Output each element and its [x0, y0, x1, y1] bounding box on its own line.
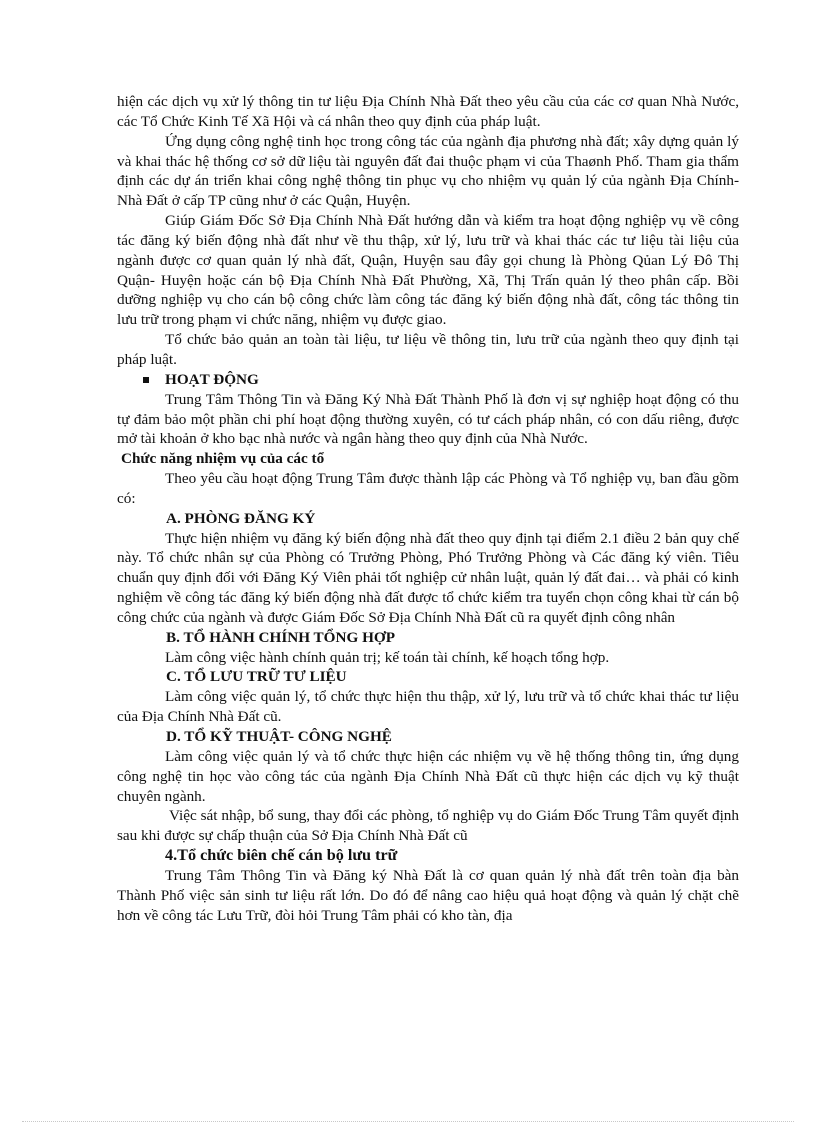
heading-hoat-dong: [117, 370, 739, 390]
paragraph: Tổ chức bảo quản an toàn tài liệu, tư liệu về thông tin, lưu trữ của ngành theo quy định tại pháp luật.: [117, 331, 739, 368]
heading-to-luu-tru: C. TỔ LƯU TRỮ TƯ LIỆU: [166, 668, 347, 686]
paragraph: Ứng dụng công nghệ tinh học trong công tác của ngành địa phương nhà đất; xây dựng quản lý và khai thác hệ thống cơ sở dữ liệu tài nguyên đất đai thuộc phạm vi của Thaønh Phố. Tham gia thẩm định các dự án triển khai công nghệ thông tin phục vụ cho nhiệm vụ quản lý của ngành Địa Chính- Nhà Đất ở cấp TP cũng như ở các Quận, Huyện.: [117, 132, 739, 210]
heading-phong-dang-ky: A. PHÒNG ĐĂNG KÝ: [166, 509, 316, 527]
paragraph: Theo yêu cầu hoạt động Trung Tâm được thành lập các Phòng và Tổ nghiệp vụ, ban đầu gồm có:: [117, 470, 739, 507]
heading-to-hanh-chinh: B. TỔ HÀNH CHÍNH TỔNG HỢP: [166, 628, 395, 646]
document-page: [117, 92, 739, 925]
heading-text: HOẠT ĐỘNG: [165, 370, 259, 388]
heading-to-chuc-bien-che: 4.Tổ chức biên chế cán bộ lưu trữ: [165, 846, 398, 865]
bullet-square-icon: [143, 377, 149, 383]
heading-chuc-nang: Chức năng nhiệm vụ của các tổ: [121, 450, 325, 468]
paragraph: Làm công việc hành chính quản trị; kế toán tài chính, kế hoạch tổng hợp.: [165, 648, 610, 666]
paragraph: hiện các dịch vụ xử lý thông tin tư liệu Địa Chính Nhà Đất theo yêu cầu của các cơ quan Nhà Nước, các Tổ Chức Kinh Tế Xã Hội và cá nhân theo quy định của pháp luật.: [117, 93, 739, 130]
paragraph: Làm công việc quản lý và tổ chức thực hiện các nhiệm vụ về hệ thống thông tin, ứng dụng công nghệ tin học vào công tác của ngành Địa Chính Nhà Đất cũ thực hiện các dịch vụ kỹ thuật chuyên ngành.: [117, 747, 739, 805]
paragraph: Giúp Giám Đốc Sở Địa Chính Nhà Đất hướng dẫn và kiểm tra hoạt động nghiệp vụ về công tác đăng ký biến động nhà đất như về thu thập, xử lý, lưu trữ và khai thác các tư liệu tài liệu của ngành được cơ quan quản lý nhà đất, Quận, Huyện sau đây gọi chung là Phòng Qủan Lý Đô Thị Quận- Huyện hoặc cán bộ Địa Chính Nhà Đất Phường, Xã, Thị Trấn quản lý theo phân cấp. Bồi dưỡng nghiệp vụ cho cán bộ công chức làm công tác đăng ký biến động nhà đất, công tác thông tin lưu trữ trong phạm vi chức năng, nhiệm vụ được giao.: [117, 212, 739, 329]
paragraph: Trung Tâm Thông Tin và Đăng Ký Nhà Đất Thành Phố là đơn vị sự nghiệp hoạt động có thu tự đảm bảo một phần chi phí hoạt động thường xuyên, có tư cách pháp nhân, có con dấu riêng, được mở tài khoản ở kho bạc nhà nước và ngân hàng theo quy định của Nhà Nước.: [117, 390, 739, 448]
page-bottom-divider: [22, 1121, 794, 1122]
heading-to-ky-thuat: D. TỔ KỸ THUẬT- CÔNG NGHỆ: [166, 728, 392, 745]
paragraph: Làm công việc quản lý, tổ chức thực hiện thu thập, xử lý, lưu trữ và tổ chức khai thác tư liệu của Địa Chính Nhà Đất cũ.: [117, 688, 739, 726]
paragraph: Trung Tâm Thông Tin và Đăng ký Nhà Đất là cơ quan quản lý nhà đất trên toàn địa bàn Thành Phố việc sản sinh tư liệu rất lớn. Do đó để nâng cao hiệu quả hoạt động và quản lý chặt chẽ hơn về công tác Lưu Trữ, đòi hỏi Trung Tâm phải có kho tàn, địa: [117, 866, 739, 924]
paragraph: Việc sát nhập, bổ sung, thay đổi các phòng, tổ nghiệp vụ do Giám Đốc Trung Tâm quyết định sau khi được sự chấp thuận của Sở Địa Chính Nhà Đất cũ: [117, 807, 739, 845]
paragraph: Thực hiện nhiệm vụ đăng ký biến động nhà đất theo quy định tại điểm 2.1 điều 2 bản quy chế này. Tổ chức nhân sự của Phòng có Trưởng Phòng, Phó Trưởng Phòng và Các đăng ký viên. Tiêu chuẩn quy định đối với Đăng Ký Viên phải tốt nghiệp cử nhân luật, quản lý đất đai… và phải có kinh nghiệm về công tác đăng ký biến động nhà đất được tổ chức kiểm tra tuyển chọn công khai từ cán bộ công chức của ngành và được Giám Đốc Sở Địa Chính Nhà Đất cũ ra quyết định công nhân: [117, 529, 739, 626]
